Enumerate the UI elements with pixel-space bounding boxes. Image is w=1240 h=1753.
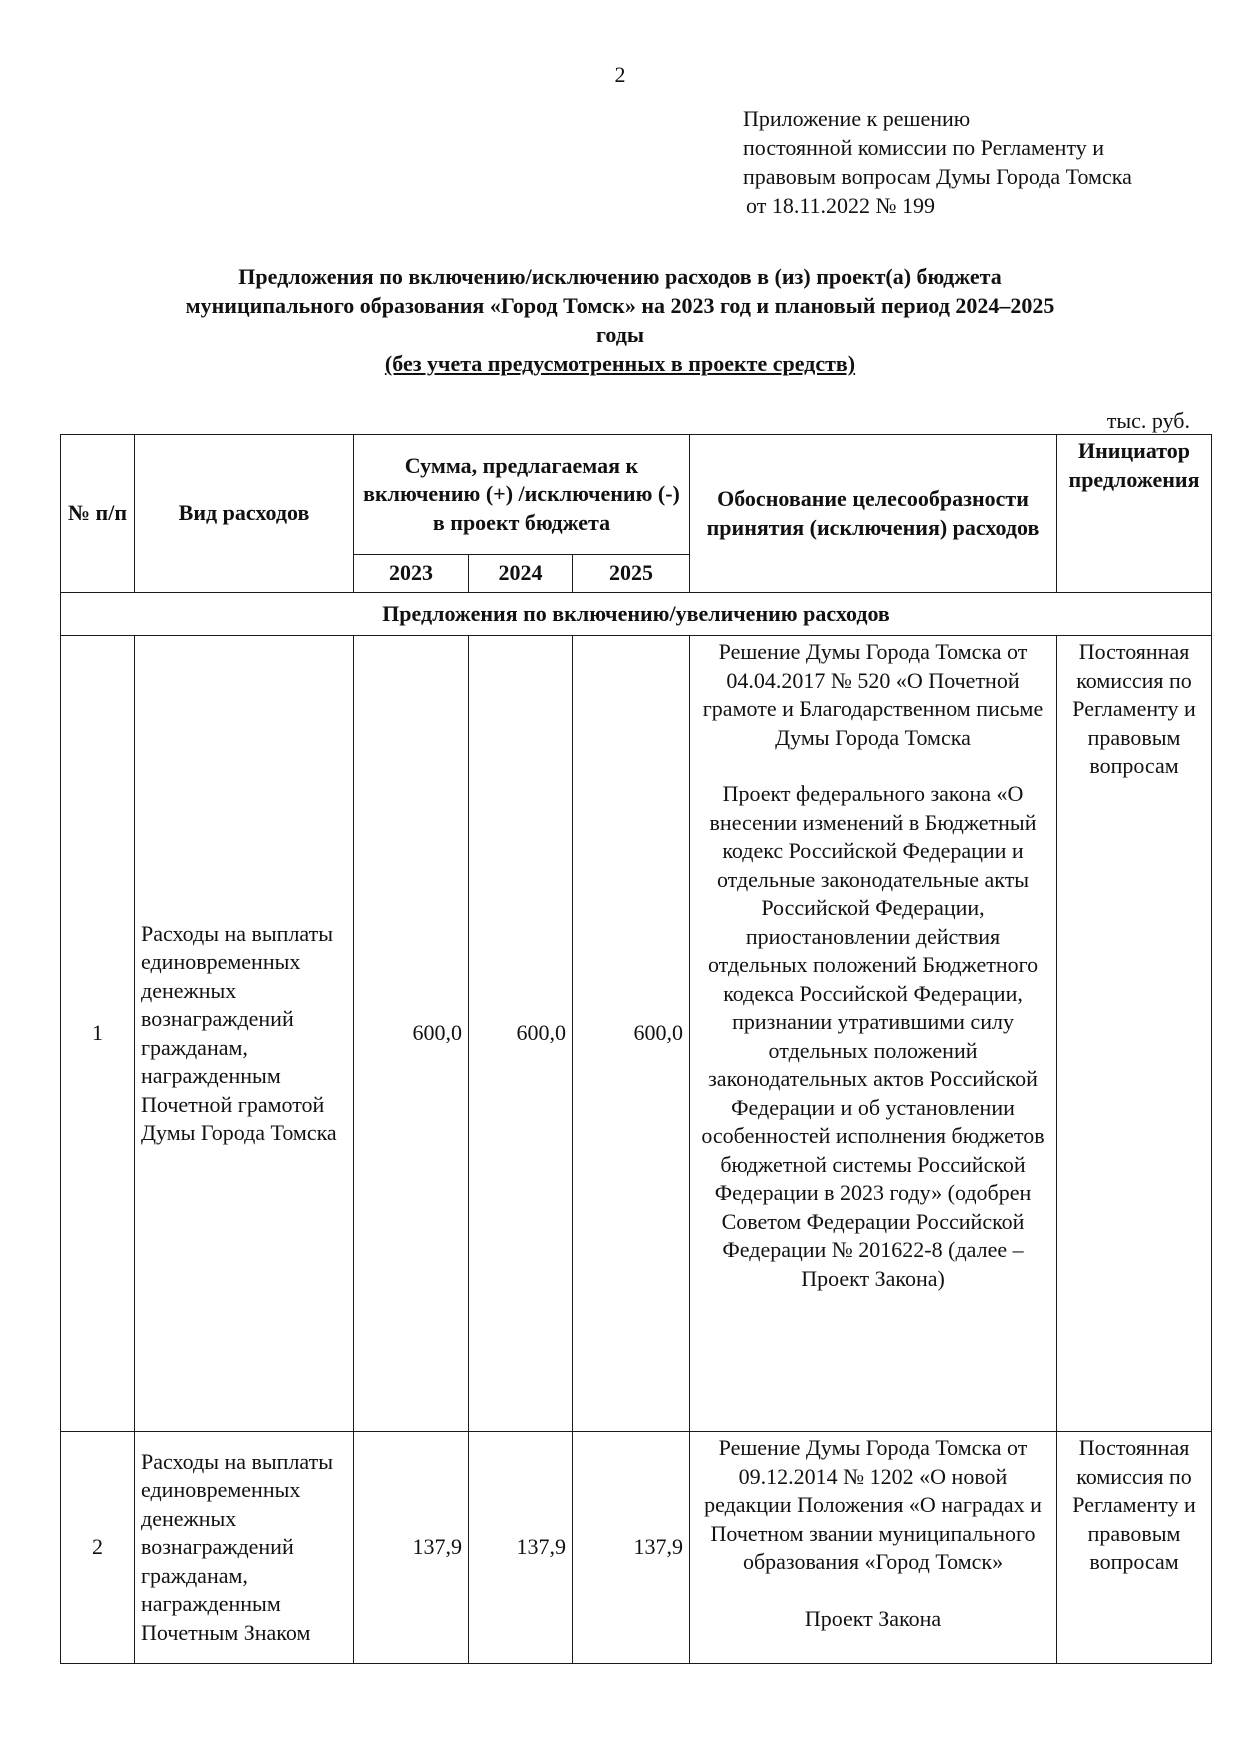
header-year: 2024 xyxy=(469,555,573,593)
page-number: 2 xyxy=(614,62,626,87)
title-line: Предложения по включению/исключению расходов в (из) проект(а) бюджета xyxy=(238,264,1002,289)
header-justification: Обоснование целесообразности принятия (исключения) расходов xyxy=(690,435,1057,593)
justification-paragraph: Проект федерального закона «О внесении изменений в Бюджетный кодекс Российской Федерации и отдельные законодательные акты Российской Федерации, приостановлении действия отдельных положений Бюджетного кодекса Российской Федерации, признании утратившими силу отдельных положений законодательных актов Российской Федерации и об установлении особенностей исполнения бюджетов бюджетной системы Российской Федерации в 2023 году» (одобрен Советом Федерации Российской Федерации № 201622-8 (далее – Проект Закона) xyxy=(701,781,1045,1291)
justification-paragraph: Проект Закона xyxy=(804,1605,942,1631)
header-num: № п/п xyxy=(61,435,135,593)
value-2025: 600,0 xyxy=(573,636,690,1432)
units-label: тыс. руб. xyxy=(1106,408,1190,433)
value-2024: 600,0 xyxy=(469,636,573,1432)
justification-paragraph: Решение Думы Города Томска от 04.04.2017 № 520 «О Почетной грамоте и Благодарственном письме Думы Города Томска xyxy=(702,639,1044,750)
header-year: 2023 xyxy=(354,555,469,593)
section-title: Предложения по включению/увеличению расходов xyxy=(61,593,1212,636)
header-initiator: Инициатор предложения xyxy=(1057,435,1212,593)
row-num: 1 xyxy=(61,636,135,1432)
value-2025: 137,9 xyxy=(573,1432,690,1664)
title-underlined-line: (без учета предусмотренных в проекте средств) xyxy=(384,351,856,376)
budget-table xyxy=(60,434,1212,1664)
value-2023: 137,9 xyxy=(354,1432,469,1664)
justification-paragraph: Решение Думы Города Томска от 09.12.2014 № 1202 «О новой редакции Положения «О наградах и Почетном звании муниципального образования «Город Томск» xyxy=(704,1435,1042,1574)
header-type: Вид расходов xyxy=(135,435,354,593)
justification xyxy=(690,636,1057,1432)
table-row xyxy=(61,1432,1212,1664)
header-year: 2025 xyxy=(573,555,690,593)
title-line: муниципального образования «Город Томск» на 2023 год и плановый период 2024–2025 xyxy=(185,293,1055,318)
appendix-line: от 18.11.2022 № 199 xyxy=(746,193,935,218)
appendix-note xyxy=(743,104,1213,220)
appendix-line: постоянной комиссии по Регламенту и xyxy=(743,135,1105,160)
expense-type: Расходы на выплаты единовременных денежных вознаграждений гражданам, награжденным Почетной грамотой Думы Города Томска xyxy=(135,636,354,1432)
value-2024: 137,9 xyxy=(469,1432,573,1664)
appendix-line: правовым вопросам Думы Города Томска xyxy=(743,164,1132,189)
appendix-line: Приложение к решению xyxy=(743,106,971,131)
document-title xyxy=(0,262,1240,378)
table-row xyxy=(61,636,1212,1432)
initiator: Постоянная комиссия по Регламенту и правовым вопросам xyxy=(1057,636,1212,1432)
header-sum: Сумма, предлагаемая к включению (+) /исключению (-) в проект бюджета xyxy=(354,435,690,555)
row-num: 2 xyxy=(61,1432,135,1664)
title-line: годы xyxy=(595,322,645,347)
value-2023: 600,0 xyxy=(354,636,469,1432)
justification xyxy=(690,1432,1057,1664)
initiator: Постоянная комиссия по Регламенту и правовым вопросам xyxy=(1057,1432,1212,1664)
expense-type: Расходы на выплаты единовременных денежных вознаграждений гражданам, награжденным Почетным Знаком xyxy=(135,1432,354,1664)
